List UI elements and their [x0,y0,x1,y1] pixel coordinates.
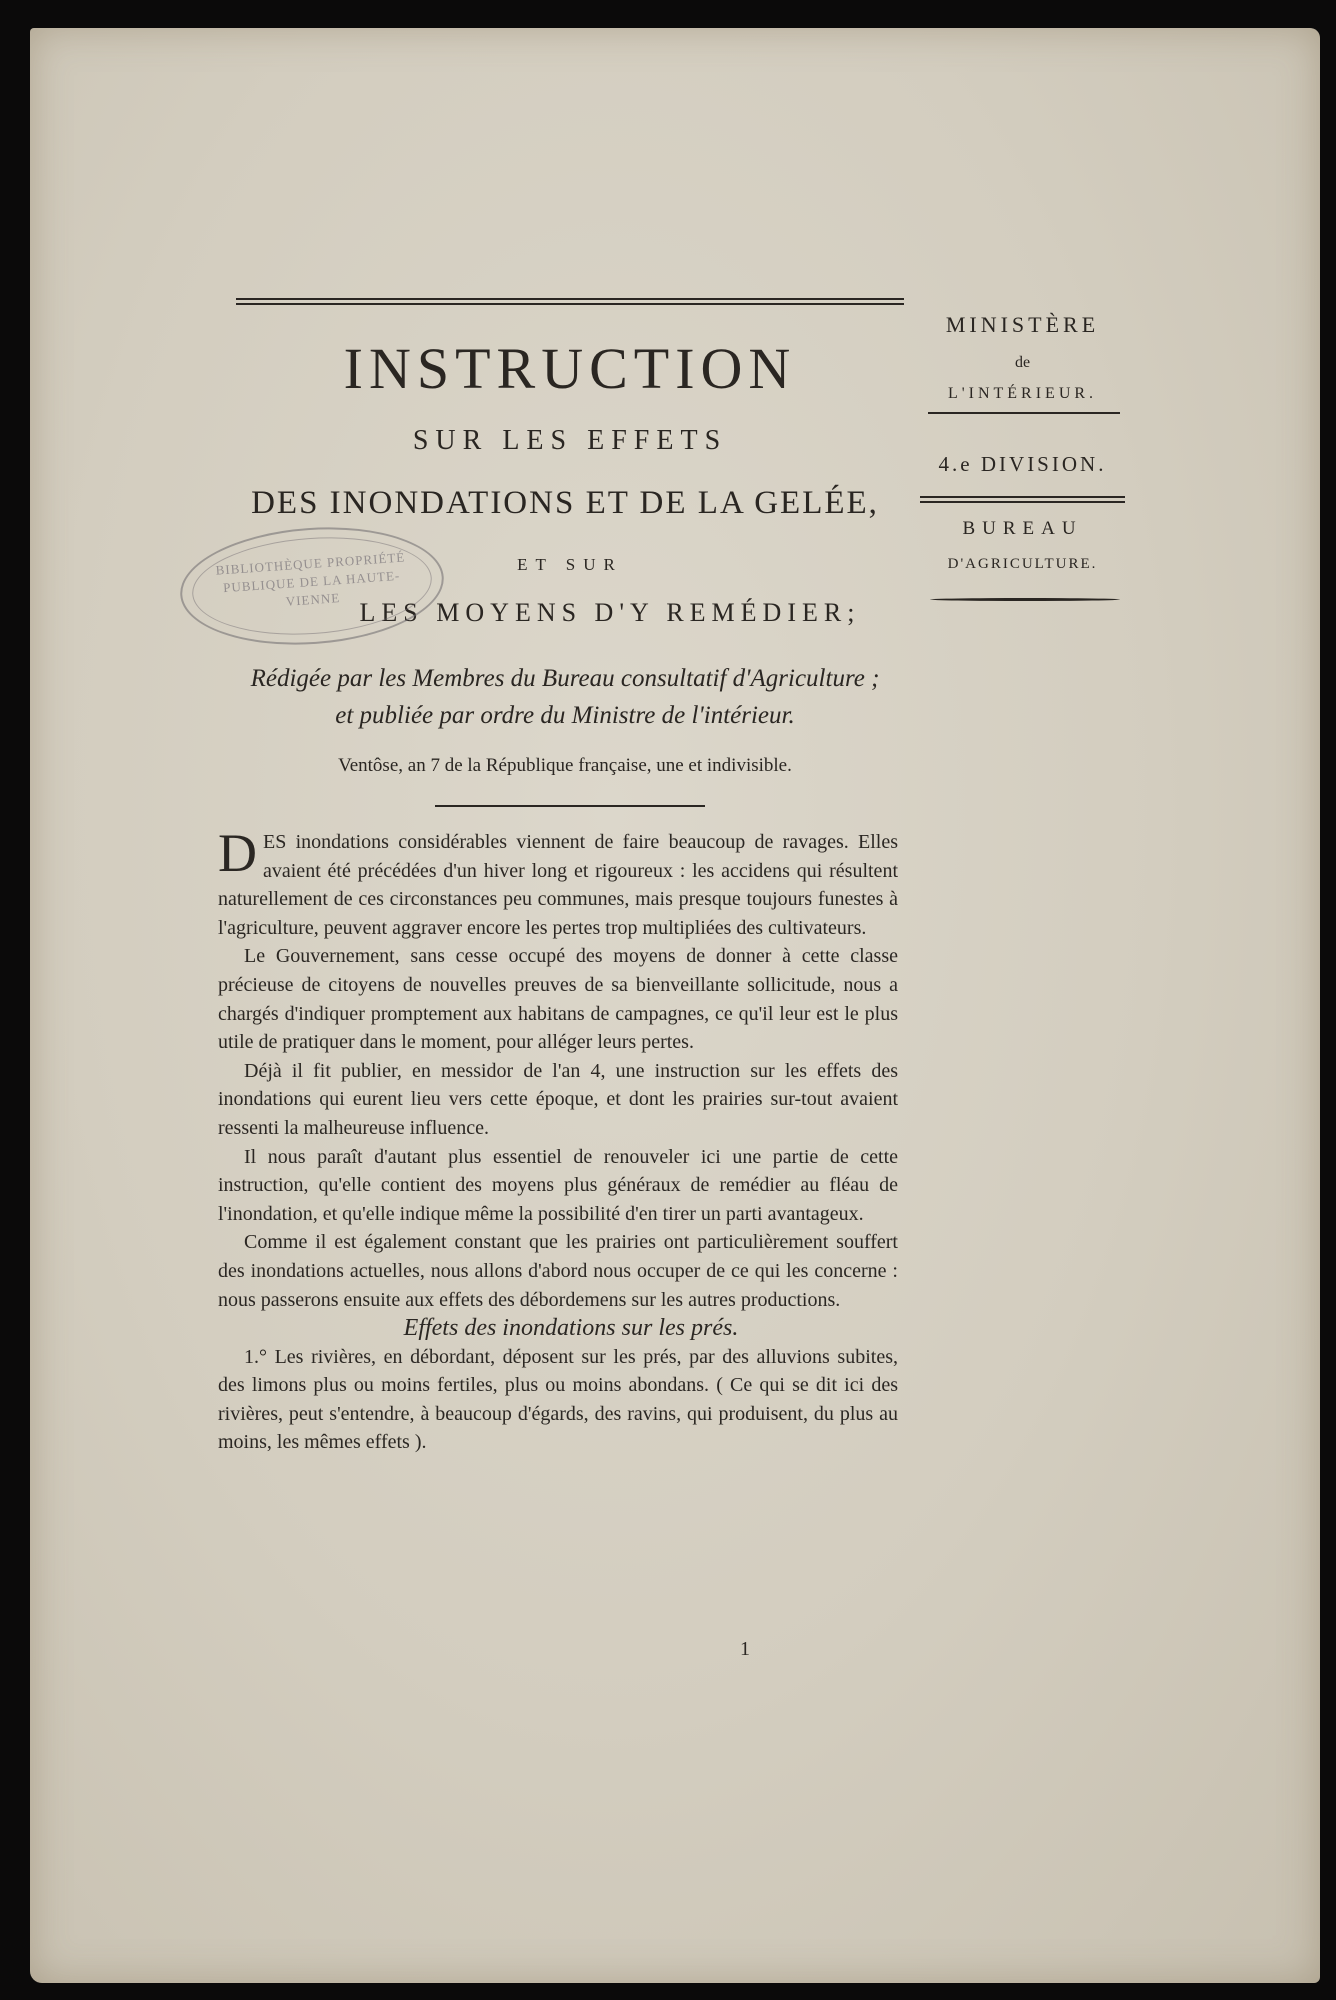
paragraph-2: Le Gouvernement, sans cesse occupé des moyens de donner à cette classe précieuse de citoyens de nouvelles preuves de sa bienveillante sollicitude, nous a chargés d'indiquer promptement aux habitans de campagnes, ce qu'il leur est le plus utile de pratiquer dans le moment, pour alléger leurs pertes. [218,945,898,1054]
authorship-line: Rédigée par les Membres du Bureau consultatif d'Agriculture ; [250,665,880,692]
sidebar-ministry: MINISTÈRE [945,312,1100,337]
drop-cap: D [218,823,257,883]
stamp-text: BIBLIOTHÈQUE PROPRIÉTÉ PUBLIQUE DE LA HAUTE-VIENNE [215,549,406,609]
body-text [218,823,898,1457]
sidebar-rule-3 [930,598,1120,601]
paragraph-4: Il nous paraît d'autant plus essentiel de renouveler ici une partie de cette instruction, qu'elle contient des moyens plus généraux de remédier au fléau de l'inondation, et qu'elle indique même la possibilité d'en tirer un parti avantageux. [218,1145,898,1225]
page-number: 1 [740,1638,750,1660]
paragraph-1: DES inondations considérables viennent de faire beaucoup de ravages. Elles avaient été précédées d'un hiver long et rigoureux : les accidens qui résultent naturellement de ces circonstances peu communes, mais presque toujours funestes à l'agriculture, peuvent aggraver encore les pertes trop multipliées des cultivateurs. [218,823,898,939]
sidebar-interior: L'INTÉRIEUR. [947,385,1098,402]
sidebar-agriculture: D'AGRICULTURE. [947,556,1098,572]
subtitle-et-sur: ET SUR [517,555,623,574]
page-title: INSTRUCTION [343,336,797,401]
date-divider [435,805,705,807]
sidebar-de: de [1014,354,1031,371]
sidebar-bureau: BUREAU [962,518,1083,539]
sidebar-rule-2 [920,496,1125,503]
publication-line: et publiée par ordre du Ministre de l'intérieur. [335,702,795,729]
paragraph-6: 1.° Les rivières, en débordant, déposent sur les prés, par des alluvions subites, des limons plus ou moins fertiles, plus ou moins abondans. ( Ce qui se dit ici des rivières, peut s'entendre, à beaucoup d'égards, des ravins, qui produisent, du plus au moins, les mêmes effets ). [218,1345,898,1454]
date-line: Ventôse, an 7 de la République française, une et indivisible. [338,755,792,776]
paragraph-3: Déjà il fit publier, en messidor de l'an 4, une instruction sur les effets des inondations qui eurent lieu vers cette époque, et dont les prairies sur-tout avaient ressenti la malheureuse influence. [218,1059,898,1139]
subtitle-effects: SUR LES EFFETS [412,425,728,456]
sidebar-rule-1 [928,412,1120,414]
section-heading: Effets des inondations sur les prés. [403,1315,739,1342]
paragraph-5: Comme il est également constant que les prairies ont particulièrement souffert des inondations actuelles, nous allons d'abord nous occuper de ce qui les concerne : nous passerons ensuite aux effets des débordemens sur les autres productions. [218,1231,898,1311]
subtitle-floods-frost: DES INONDATIONS ET DE LA GELÉE, [251,485,879,521]
sidebar-division: 4.e DIVISION. [938,452,1107,476]
header-rule-top [236,298,904,305]
subtitle-remedies: LES MOYENS D'Y REMÉDIER; [359,598,861,627]
